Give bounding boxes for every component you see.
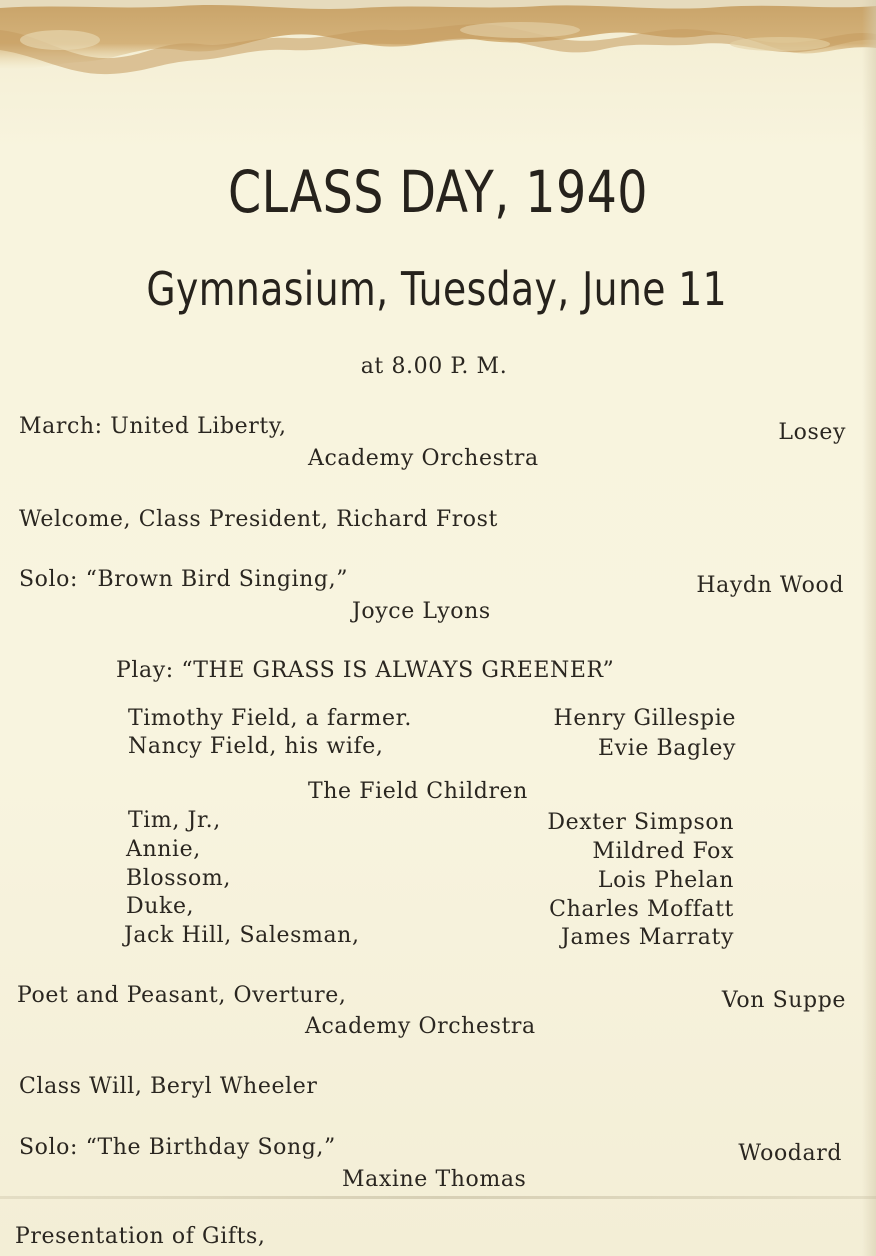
item-solo-birthday-composer: Woodard: [738, 1141, 842, 1166]
child-actor: Mildred Fox: [592, 839, 734, 864]
item-solo-brown-bird-composer: Haydn Wood: [696, 573, 844, 598]
child-actor: Dexter Simpson: [547, 810, 734, 835]
child-role: Duke,: [126, 894, 195, 919]
cast-role: Timothy Field, a farmer.: [128, 706, 412, 731]
child-actor: Lois Phelan: [597, 868, 734, 893]
item-gifts-label: Presentation of Gifts,: [15, 1224, 266, 1249]
program-subtitle: Gymnasium, Tuesday, June 11: [146, 262, 728, 316]
item-class-will-label: Class Will, Beryl Wheeler: [19, 1074, 318, 1099]
item-march-performer: Academy Orchestra: [308, 446, 539, 471]
item-march-label: March: United Liberty,: [19, 414, 287, 439]
water-stain: [0, 0, 876, 90]
program-time: at 8.00 P. M.: [360, 354, 508, 379]
child-actor: Charles Moffatt: [549, 897, 734, 922]
child-role: Blossom,: [126, 866, 231, 891]
paper-fold: [0, 1196, 876, 1199]
item-overture-composer: Von Suppe: [721, 988, 846, 1013]
play-heading: Play: “THE GRASS IS ALWAYS GREENER”: [116, 658, 615, 683]
child-role: Tim, Jr.,: [128, 808, 221, 833]
cast-role: Nancy Field, his wife,: [128, 734, 384, 759]
item-solo-birthday-performer: Maxine Thomas: [342, 1167, 527, 1192]
cast-actor: Henry Gillespie: [553, 706, 736, 731]
program-title: CLASS DAY, 1940: [228, 158, 648, 226]
item-march-composer: Losey: [778, 420, 846, 445]
child-role: Annie,: [126, 837, 201, 862]
item-welcome-label: Welcome, Class President, Richard Frost: [19, 507, 498, 532]
child-role: Jack Hill, Salesman,: [124, 923, 360, 948]
cast-actor: Evie Bagley: [598, 736, 736, 761]
item-solo-brown-bird-label: Solo: “Brown Bird Singing,”: [19, 567, 349, 592]
item-solo-brown-bird-performer: Joyce Lyons: [352, 599, 491, 624]
item-overture-label: Poet and Peasant, Overture,: [17, 983, 347, 1008]
item-solo-birthday-label: Solo: “The Birthday Song,”: [19, 1135, 336, 1160]
child-actor: James Marraty: [561, 925, 734, 950]
children-heading: The Field Children: [308, 779, 528, 804]
paper-edge: [862, 0, 876, 1256]
item-overture-performer: Academy Orchestra: [305, 1014, 536, 1039]
